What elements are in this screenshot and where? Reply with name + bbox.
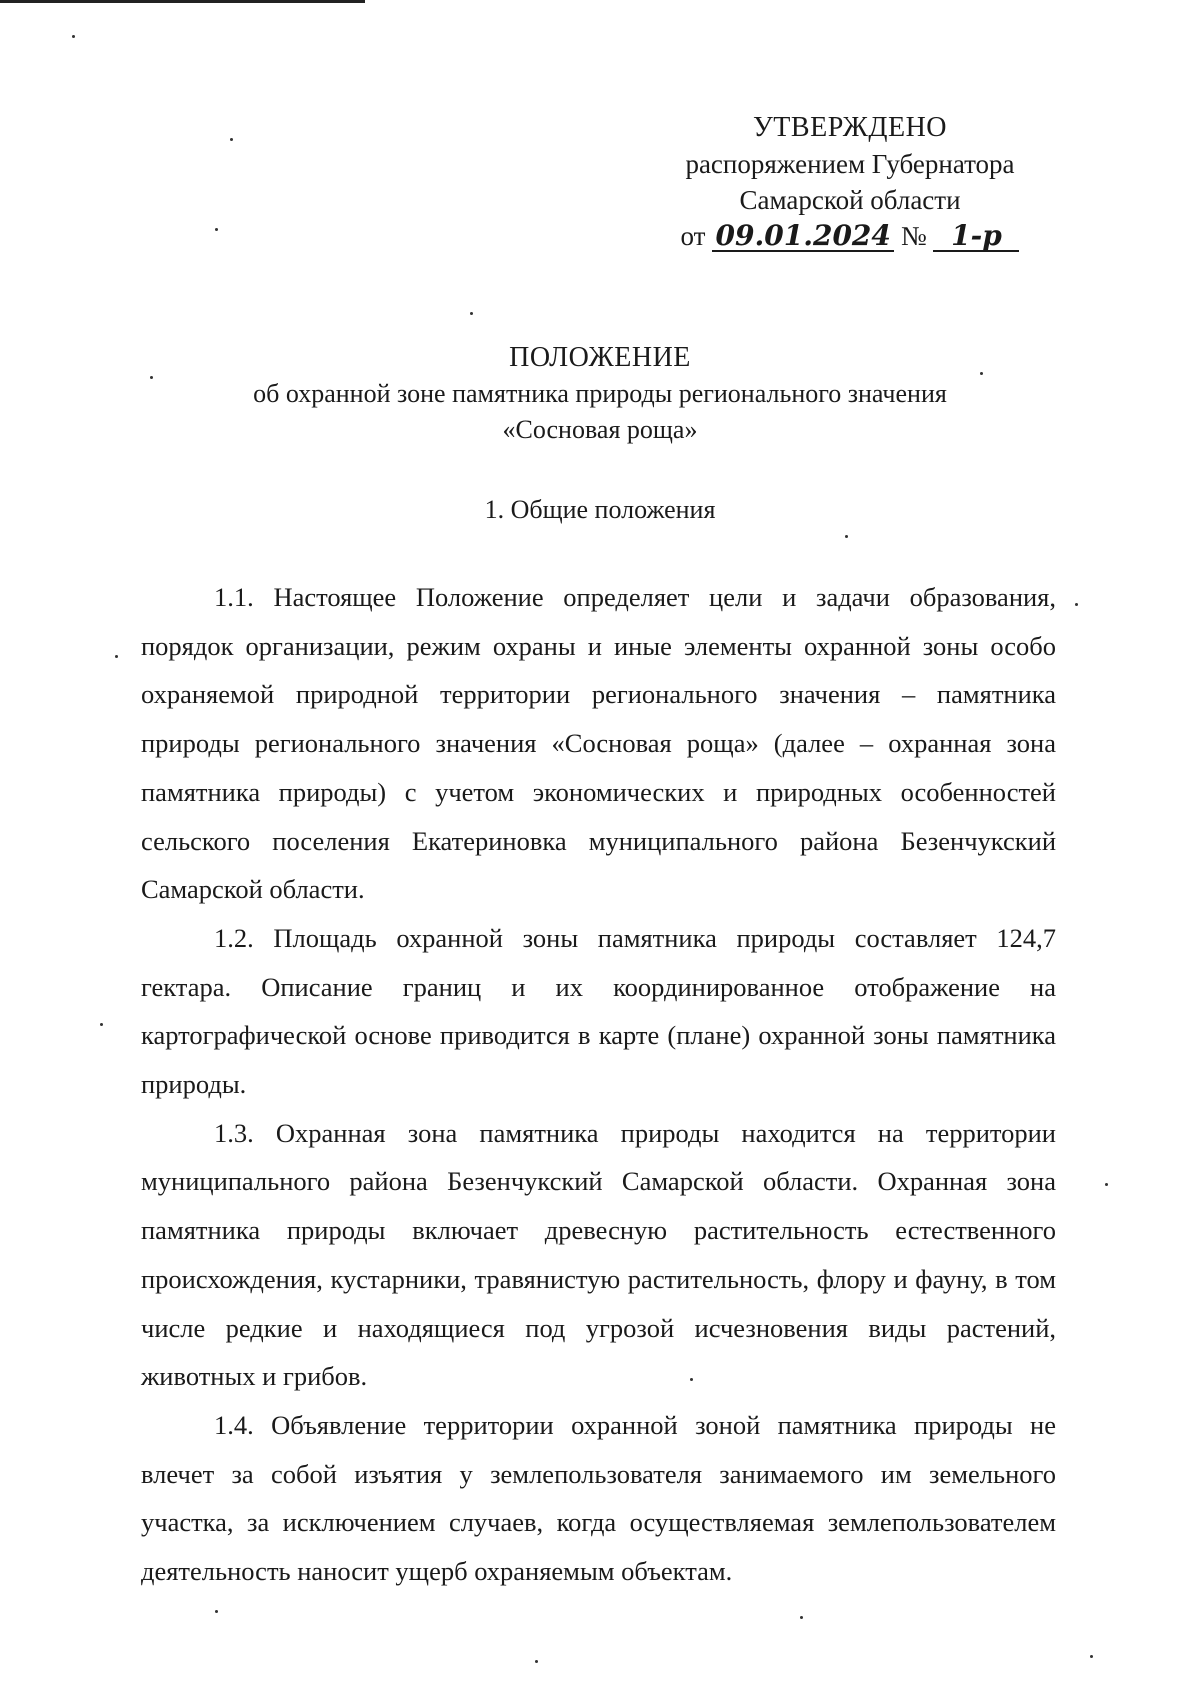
- scan-speck: [980, 372, 983, 375]
- scan-speck: [1090, 1655, 1093, 1658]
- paragraph-1-4: 1.4. Объявление территории охранной зоной памятника природы не влечет за собой изъятия у землепользователя занимаемого им земельного участка, за исключением случаев, когда осуществляемая землепользователем деятельность наносит ущерб охраняемым объектам.: [141, 1409, 1056, 1587]
- scan-speck: [845, 535, 848, 538]
- handwritten-number: 1-р: [933, 222, 1019, 252]
- scan-speck: [535, 1660, 538, 1663]
- scan-speck: [1105, 1183, 1108, 1186]
- scan-speck: [800, 1616, 803, 1619]
- date-prefix: от: [680, 221, 706, 251]
- document-title: ПОЛОЖЕНИЕ: [509, 342, 691, 373]
- scan-speck: [115, 655, 118, 658]
- number-sign: №: [900, 221, 927, 251]
- approval-authority: распоряжением Губернатора: [685, 149, 1015, 179]
- approval-date-line: [660, 218, 1040, 254]
- scan-edge-line: [0, 0, 365, 3]
- scan-speck: [72, 35, 75, 38]
- paragraph-1-3: 1.3. Охранная зона памятника природы находится на территории муниципального района Безенчукский Самарской области. Охранная зона памятника природы включает древесную растительность естественного происхождения, кустарники, травянистую растительность, флору и фауну, в том числе редкие и находящиеся под угрозой исчезновения виды растений, животных и грибов.: [141, 1117, 1056, 1392]
- document-subtitle-line-1: об охранной зоне памятника природы регионального значения: [253, 379, 947, 408]
- scan-speck: [690, 1378, 693, 1381]
- document-title-block: [120, 340, 1080, 448]
- scan-speck: [215, 228, 218, 231]
- approval-region: Самарской области: [739, 185, 961, 215]
- document-subtitle-line-2: «Сосновая роща»: [502, 415, 698, 444]
- scan-speck: [100, 1023, 103, 1026]
- scan-speck: [150, 376, 153, 379]
- scan-speck: [1075, 603, 1078, 606]
- section-body: [141, 573, 1056, 1596]
- scan-speck: [470, 312, 473, 315]
- paragraph-1-1: 1.1. Настоящее Положение определяет цели и задачи образования, порядок организации, режим охраны и иные элементы охранной зоны особо охраняемой природной территории регионального значения – памятника природы регионального значения «Сосновая роща» (далее – охранная зона памятника природы) с учетом экономических и природных особенностей сельского поселения Екатериновка муниципального района Безенчукский Самарской области.: [141, 582, 1056, 905]
- handwritten-date: 09.01.2024: [712, 222, 894, 252]
- section-heading: 1. Общие положения: [484, 495, 716, 524]
- paragraph-1-2: 1.2. Площадь охранной зоны памятника природы составляет 124,7 гектара. Описание границ и их координированное отображение на картографической основе приводится в карте (плане) охранной зоны памятника природы.: [141, 922, 1056, 1100]
- approval-word: УТВЕРЖДЕНО: [752, 112, 948, 143]
- approval-stamp-block: [660, 110, 1040, 254]
- scan-speck: [215, 1610, 218, 1613]
- scan-speck: [230, 138, 233, 141]
